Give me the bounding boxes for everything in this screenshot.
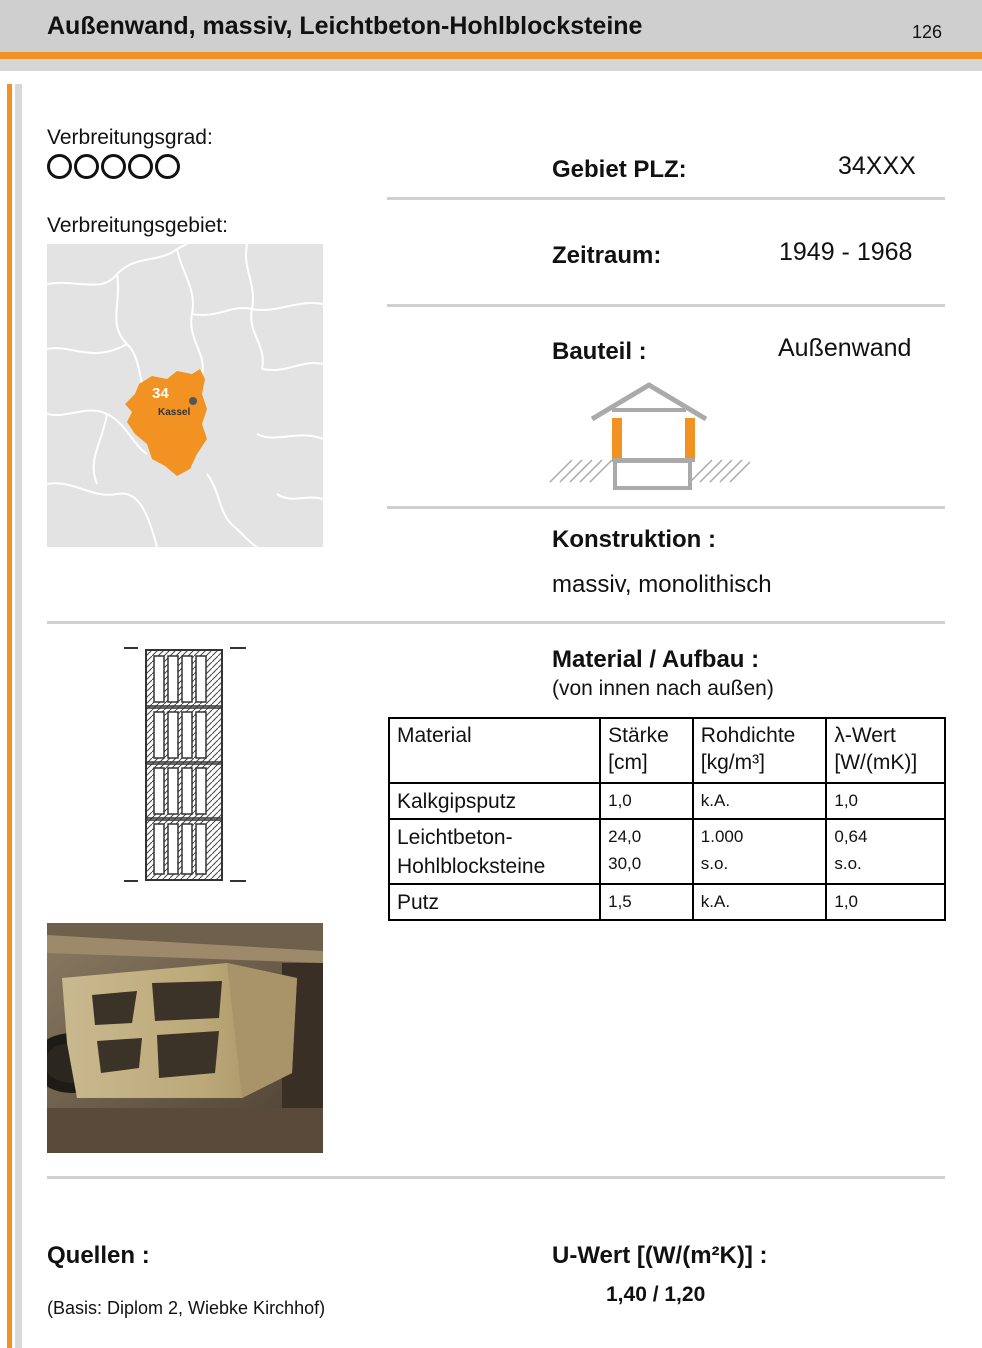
material-name-cell: Putz <box>389 884 600 920</box>
page-number: 126 <box>912 22 943 42</box>
lambda-cell: 1,0 <box>826 884 945 920</box>
distribution-grade-rating <box>47 154 180 179</box>
page-title: Außenwand, massiv, Leichtbeton-Hohlblocksteine <box>47 12 643 40</box>
construction-label: Konstruktion : <box>552 526 716 553</box>
rating-circle <box>155 154 180 179</box>
rating-circle <box>128 154 153 179</box>
table-row <box>389 783 945 819</box>
sources-value: (Basis: Diplom 2, Wiebke Kirchhof) <box>47 1298 326 1318</box>
construction-value: massiv, monolithisch <box>552 571 772 598</box>
house-wall-icon <box>548 382 750 492</box>
material-name-cell: Kalkgipsputz <box>389 783 600 819</box>
material-table <box>388 717 946 921</box>
map-city-label: Kassel <box>158 407 191 418</box>
material-subheading: (von innen nach außen) <box>552 677 774 700</box>
distribution-area-label: Verbreitungsgebiet: <box>47 214 228 237</box>
divider <box>387 506 945 509</box>
rating-circle <box>101 154 126 179</box>
column-header: Material <box>389 718 600 783</box>
column-header: Rohdichte [kg/m³] <box>693 718 827 783</box>
plz-value: 34XXX <box>838 152 916 180</box>
divider <box>47 1176 945 1179</box>
side-accent-bar <box>7 84 12 1348</box>
rating-circle <box>74 154 99 179</box>
rating-circle <box>47 154 72 179</box>
map-region-number: 34 <box>152 385 169 402</box>
lambda-cell: 0,64 s.o. <box>826 819 945 884</box>
period-label: Zeitraum: <box>552 242 662 269</box>
sources-label: Quellen : <box>47 1242 150 1269</box>
material-name-cell: Leichtbeton- Hohlblocksteine <box>389 819 600 884</box>
divider <box>387 304 945 307</box>
density-cell: 1.000 s.o. <box>693 819 827 884</box>
thickness-cell: 1,0 <box>600 783 693 819</box>
distribution-grade-label: Verbreitungsgrad: <box>47 126 213 149</box>
table-header-row <box>389 718 945 783</box>
uvalue-value: 1,40 / 1,20 <box>606 1283 706 1306</box>
density-cell: k.A. <box>693 783 827 819</box>
period-value: 1949 - 1968 <box>779 238 913 266</box>
table-row <box>389 819 945 884</box>
side-gray-bar <box>15 84 22 1348</box>
material-heading: Material / Aufbau : <box>552 646 760 673</box>
lambda-cell: 1,0 <box>826 783 945 819</box>
header-shadow-bar <box>0 59 982 71</box>
component-value: Außenwand <box>778 334 912 362</box>
divider <box>387 197 945 200</box>
uvalue-label: U-Wert [(W/(m²K)] : <box>552 1242 768 1269</box>
thickness-cell: 24,0 30,0 <box>600 819 693 884</box>
distribution-map <box>47 244 323 547</box>
plz-label: Gebiet PLZ: <box>552 156 687 183</box>
column-header: λ-Wert [W/(mK)] <box>826 718 945 783</box>
header-accent-bar <box>0 52 982 59</box>
table-row <box>389 884 945 920</box>
wall-section-drawing <box>122 644 248 884</box>
divider <box>47 621 945 624</box>
block-photo <box>47 923 323 1153</box>
component-label: Bauteil : <box>552 338 647 365</box>
column-header: Stärke [cm] <box>600 718 693 783</box>
thickness-cell: 1,5 <box>600 884 693 920</box>
density-cell: k.A. <box>693 884 827 920</box>
